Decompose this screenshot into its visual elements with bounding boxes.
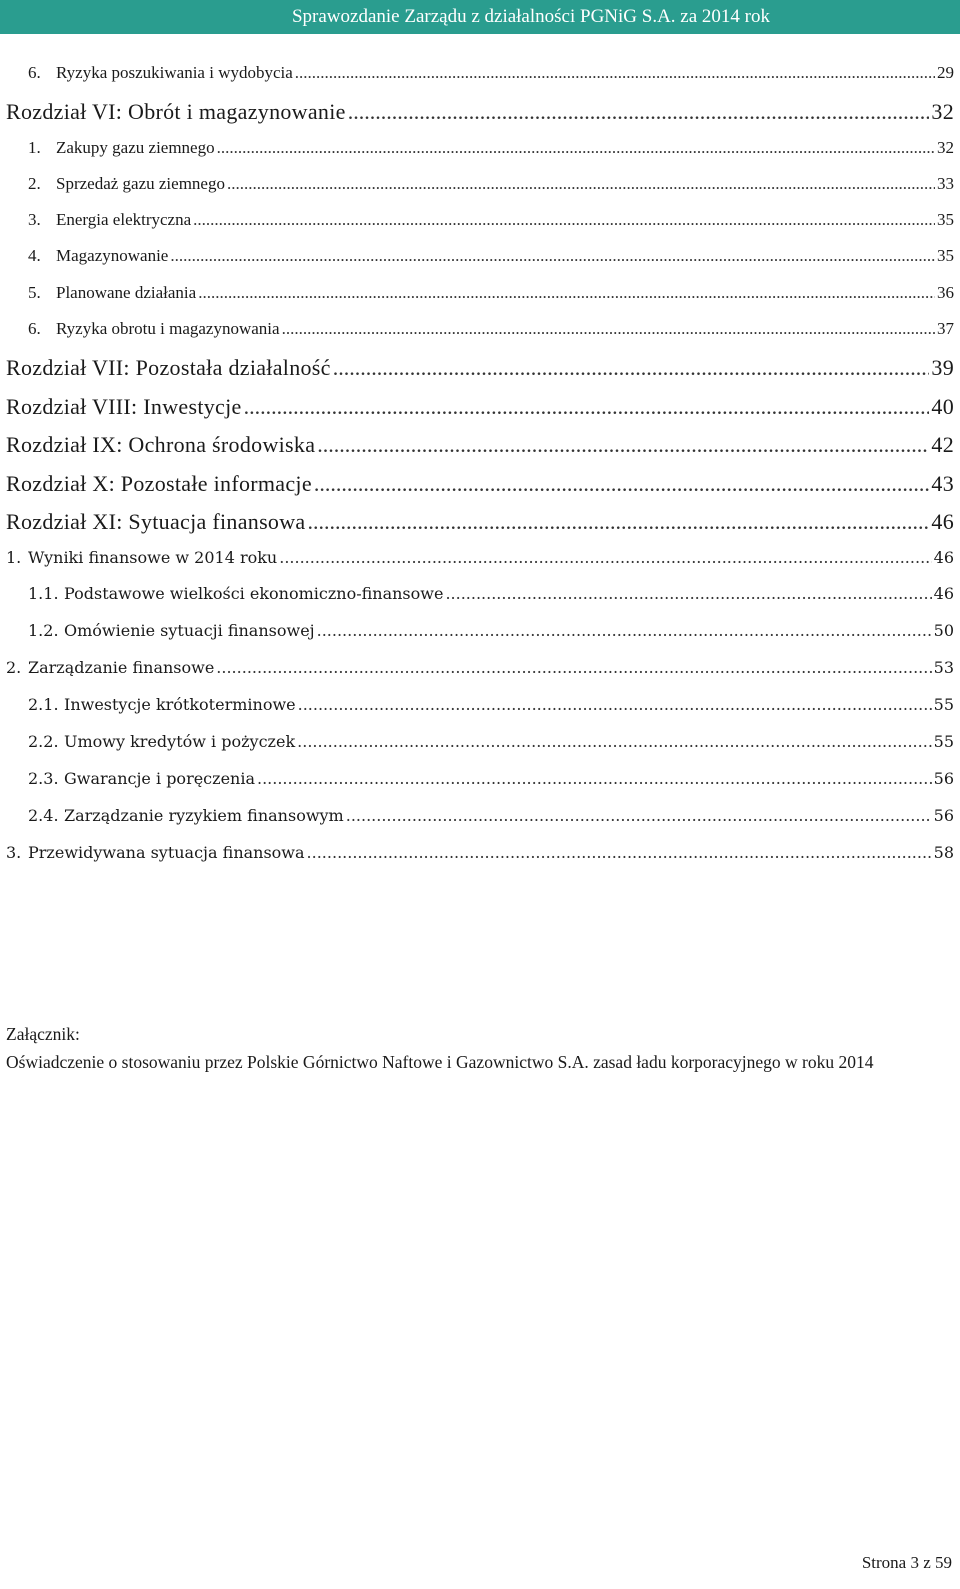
toc-entry[interactable] [6, 138, 954, 174]
toc-entry-number: 3. [28, 210, 41, 230]
toc-entry[interactable] [6, 695, 954, 732]
toc-entry[interactable] [6, 246, 954, 282]
toc-entry-number: 6. [28, 63, 41, 82]
toc-entry-number: 6. [28, 318, 41, 338]
toc-entry-number: 4. [28, 246, 41, 266]
toc-entry-text: Zarządzanie ryzykiem finansowym [64, 806, 344, 826]
toc-entry-text: Przewidywana sytuacja finansowa [28, 843, 305, 863]
toc-entry-text: Sprzedaż gazu ziemnego [56, 173, 225, 193]
toc-entry-title [6, 355, 331, 381]
dot-leader [445, 584, 931, 603]
toc-entry-title [28, 138, 215, 158]
toc-entry-text: Ryzyka obrotu i magazynowania [56, 318, 280, 338]
toc-entry-title [28, 63, 293, 83]
toc-entry-title [6, 394, 242, 420]
toc-entry-page: 46 [933, 547, 954, 567]
toc-entry[interactable] [6, 509, 954, 548]
toc-entry-number: 1. [28, 137, 41, 157]
toc-entry-title [28, 806, 344, 825]
toc-entry-title [28, 246, 168, 266]
toc-entry-page: 32 [931, 99, 954, 125]
dot-leader [298, 695, 932, 714]
toc-entry-text: Umowy kredytów i pożyczek [64, 731, 296, 751]
dot-leader [198, 283, 935, 303]
toc-entry-title [28, 732, 295, 751]
page-header [0, 0, 960, 34]
toc-entry[interactable] [6, 174, 954, 210]
toc-entry[interactable] [6, 621, 954, 658]
toc-entry[interactable] [6, 658, 954, 694]
toc-entry-page: 37 [937, 318, 954, 338]
attachment-section [6, 1020, 954, 1076]
toc-entry-number: 2. [28, 173, 41, 193]
dot-leader [314, 471, 930, 497]
toc-entry[interactable] [6, 769, 954, 806]
toc-entry-number: 2.2. [28, 731, 59, 751]
dot-leader [295, 63, 935, 83]
toc-entry[interactable] [6, 548, 954, 584]
toc-entry-page: 46 [931, 509, 954, 535]
toc-entry-page: 39 [931, 354, 954, 380]
dot-leader [227, 174, 935, 194]
toc-entry-text: Podstawowe wielkości ekonomiczno-finansowe [64, 584, 444, 604]
toc-entry[interactable] [6, 283, 954, 319]
toc-entry-number: 2. [6, 658, 22, 678]
toc-entry-title [6, 471, 312, 497]
toc-entry[interactable] [6, 99, 954, 138]
dot-leader [346, 806, 932, 825]
toc-entry[interactable] [6, 732, 954, 769]
toc-entry[interactable] [6, 355, 954, 394]
toc-entry-page: 35 [937, 210, 954, 230]
toc-entry-number: 1.2. [28, 621, 59, 641]
dot-leader [217, 138, 935, 158]
toc-entry-number: 2.3. [28, 769, 59, 788]
dot-leader [308, 509, 930, 535]
dot-leader [348, 99, 930, 125]
toc-entry-text: Zarządzanie finansowe [28, 658, 215, 678]
toc-entry-text: Rozdział IX: Ochrona środowiska [6, 432, 316, 458]
toc-entry-title [28, 174, 225, 194]
toc-entry-title [28, 621, 315, 640]
dot-leader [282, 319, 935, 339]
toc-entry[interactable] [6, 843, 954, 879]
toc-entry-title [28, 319, 280, 339]
dot-leader [317, 432, 929, 458]
toc-entry-page: 58 [933, 843, 954, 863]
toc-entry-text: Rozdział VIII: Inwestycje [6, 393, 242, 419]
toc-entry-number: 2.1. [28, 694, 59, 714]
dot-leader [333, 355, 930, 381]
toc-entry-text: Zakupy gazu ziemnego [56, 137, 215, 157]
dot-leader [307, 843, 932, 862]
dot-leader [279, 548, 931, 567]
toc-entry-title [6, 658, 214, 677]
toc-entry-number: 3. [6, 843, 22, 863]
toc-entry[interactable] [6, 63, 954, 99]
toc-entry[interactable] [6, 394, 954, 433]
toc-entry-page: 56 [933, 769, 954, 788]
toc-entry-text: Rozdział X: Pozostałe informacje [6, 470, 312, 496]
dot-leader [170, 246, 935, 266]
toc-entry[interactable] [6, 471, 954, 510]
toc-entry-text: Planowane działania [56, 282, 197, 302]
page-number: Strona 3 z 59 [861, 1553, 952, 1572]
toc-entry-text: Rozdział VI: Obrót i magazynowanie [6, 99, 346, 125]
toc-entry-text: Ryzyka poszukiwania i wydobycia [56, 63, 293, 82]
toc-entry-page: 42 [931, 432, 954, 458]
toc-entry-page: 29 [937, 63, 954, 82]
toc-entry-text: Rozdział XI: Sytuacja finansowa [6, 509, 306, 535]
toc-entry-page: 50 [933, 621, 954, 641]
toc-entry[interactable] [6, 806, 954, 843]
attachment-text[interactable]: Oświadczenie o stosowaniu przez Polskie Górnictwo Naftowe i Gazownictwo S.A. zasad ładu korporacyjnego w roku 2014 [6, 1052, 874, 1072]
dot-leader [297, 732, 931, 751]
toc-entry-page: 33 [937, 173, 954, 193]
toc-entry-title [6, 99, 346, 125]
table-of-contents [6, 63, 954, 880]
dot-leader [317, 621, 932, 640]
toc-entry-text: Inwestycje krótkoterminowe [64, 694, 296, 714]
toc-entry-page: 36 [937, 282, 954, 302]
toc-entry[interactable] [6, 584, 954, 621]
toc-entry-title [6, 843, 305, 862]
dot-leader [244, 394, 930, 420]
toc-entry-title [28, 584, 443, 603]
toc-entry-page: 40 [931, 393, 954, 419]
toc-entry-text: Rozdział VII: Pozostała działalność [6, 354, 331, 380]
toc-entry-page: 32 [937, 137, 954, 157]
toc-entry-page: 46 [933, 584, 954, 604]
toc-entry-number: 5. [28, 282, 41, 302]
toc-entry-title [6, 432, 315, 458]
toc-entry-page: 56 [933, 806, 954, 826]
toc-entry-text: Omówienie sytuacji finansowej [64, 621, 315, 641]
toc-entry-title [28, 695, 296, 714]
toc-entry-page: 55 [933, 731, 954, 751]
toc-entry-page: 55 [933, 694, 954, 714]
toc-entry-text: Energia elektryczna [56, 210, 192, 230]
toc-entry-page: 43 [931, 470, 954, 496]
toc-entry-text: Magazynowanie [56, 246, 169, 266]
toc-entry-title [28, 283, 196, 303]
toc-entry-title [6, 548, 277, 567]
toc-entry-number: 1. [6, 547, 22, 567]
toc-entry-page: 35 [937, 246, 954, 266]
toc-entry-title [28, 769, 255, 788]
toc-entry-page: 53 [933, 658, 954, 678]
dot-leader [257, 769, 932, 788]
toc-entry[interactable] [6, 210, 954, 246]
toc-entry-text: Gwarancje i poręczenia [64, 769, 255, 788]
toc-entry-title [6, 509, 306, 535]
toc-entry[interactable] [6, 319, 954, 355]
dot-leader [216, 658, 931, 677]
toc-entry-text: Wyniki finansowe w 2014 roku [28, 547, 278, 567]
toc-entry-number: 2.4. [28, 806, 59, 826]
dot-leader [193, 210, 935, 230]
toc-entry-number: 1.1. [28, 584, 59, 604]
toc-entry[interactable] [6, 432, 954, 471]
report-title: Sprawozdanie Zarządu z działalności PGNiG S.A. za 2014 rok [291, 6, 770, 27]
attachment-label: Załącznik: [6, 1024, 80, 1044]
toc-entry-title [28, 210, 191, 230]
